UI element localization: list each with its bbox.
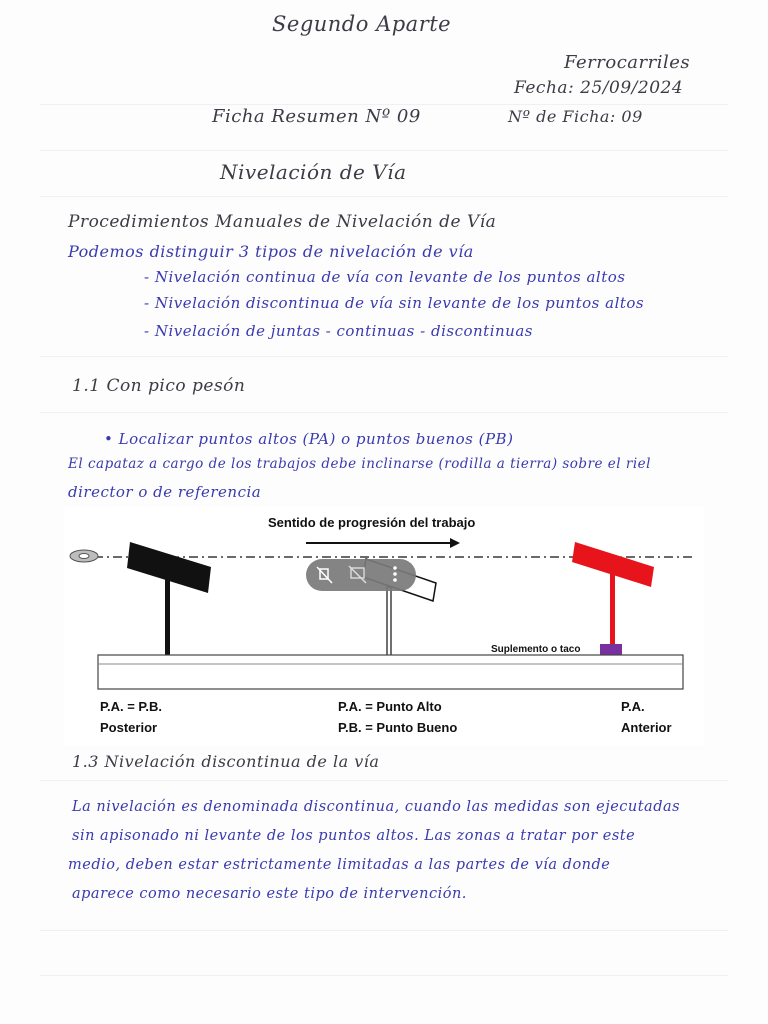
section2-bullet: • Localizar puntos altos (PA) o puntos buenos (PB) <box>104 430 514 448</box>
eyepiece-icon <box>70 550 98 562</box>
left-label-2: Posterior <box>100 720 158 735</box>
date-line: Fecha: 25/09/2024 <box>514 78 684 98</box>
right-label-2: Anterior <box>621 720 672 735</box>
list-item: - Nivelación continua de vía con levante de los puntos altos <box>144 268 626 286</box>
section1-heading: Procedimientos Manuales de Nivelación de Vía <box>68 212 497 232</box>
section3-line: sin apisonado ni levante de los puntos altos. Las zonas a tratar por este <box>72 828 636 844</box>
section2-line: director o de referencia <box>68 483 262 501</box>
section2-line: El capataz a cargo de los trabajos debe inclinarse (rodilla a tierra) sobre el riel <box>68 456 651 472</box>
topic-title: Nivelación de Vía <box>220 160 407 184</box>
shim-block <box>600 644 622 655</box>
track-leveling-figure <box>64 507 704 745</box>
sheet-number: Nº de Ficha: 09 <box>508 107 643 126</box>
left-label-1: P.A. = P.B. <box>100 699 163 714</box>
list-item: - Nivelación discontinua de vía sin levante de los puntos altos <box>144 294 645 312</box>
direction-label: Sentido de progresión del trabajo <box>268 515 476 530</box>
rail <box>98 655 683 689</box>
subject-label: Ferrocarriles <box>564 52 691 73</box>
section2-heading: 1.1 Con pico pesón <box>72 376 246 396</box>
list-item: - Nivelación de juntas - continuas - discontinuas <box>144 322 533 340</box>
more-icon[interactable] <box>393 566 397 582</box>
section3-heading: 1.3 Nivelación discontinua de la vía <box>72 752 380 771</box>
sheet-title: Ficha Resumen Nº 09 <box>212 106 421 127</box>
section1-intro: Podemos distinguir 3 tipos de nivelación de vía <box>68 242 474 261</box>
section3-line: aparece como necesario este tipo de intervención. <box>72 886 467 902</box>
mid-label-2: P.B. = Punto Bueno <box>338 720 458 735</box>
shim-label: Suplemento o taco <box>491 644 581 655</box>
page-title: Segundo Aparte <box>272 12 452 36</box>
mid-label-1: P.A. = Punto Alto <box>338 699 442 714</box>
video-overlay-bar[interactable] <box>306 559 416 591</box>
section3-line: La nivelación es denominada discontinua, cuando las medidas son ejecutadas <box>72 799 681 815</box>
right-label-1: P.A. <box>621 699 645 714</box>
section3-line: medio, deben estar estrictamente limitadas a las partes de vía donde <box>68 857 611 873</box>
